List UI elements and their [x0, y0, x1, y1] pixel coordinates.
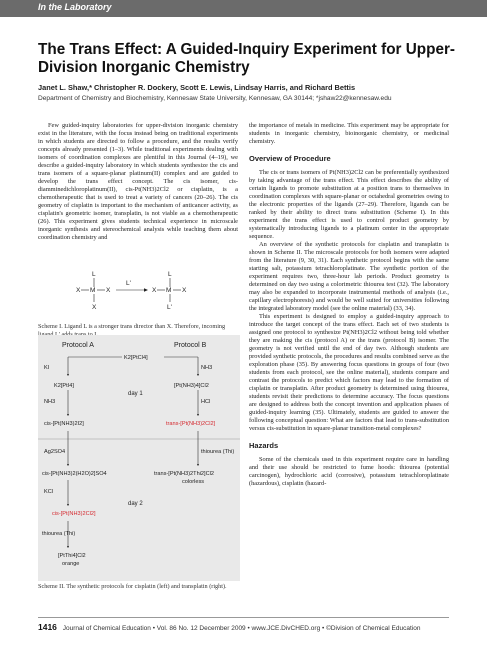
left-column	[38, 122, 238, 242]
scheme-2-figure	[38, 335, 240, 581]
start-compound: K2[PtCl4]	[124, 355, 148, 361]
s1-left-X-left: X	[76, 287, 81, 294]
s1-right-M: M	[166, 287, 172, 294]
right-column	[249, 122, 449, 488]
article-title: The Trans Effect: A Guided-Inquiry Experiment for Upper-Division Inorganic Chemistry	[38, 41, 456, 76]
s1-left-M: M	[90, 287, 96, 294]
s1-left-X-right: X	[106, 287, 111, 294]
reagent-kcl: KCl	[44, 489, 54, 495]
s1-right-X-left: X	[152, 287, 157, 294]
page-footer	[38, 622, 458, 632]
scheme-2-caption: Scheme II. The synthetic protocols for cisplatin (left) and transplatin (right).	[38, 583, 227, 590]
compound-k2pti4: K2[PtI4]	[54, 383, 74, 389]
reagent-thiourea-a: thiourea (Thi)	[42, 531, 76, 537]
scheme-1-figure	[40, 268, 236, 318]
hazards-paragraph: Some of the chemicals used in this experiment require care in handling and their use should be restricted to fume hoods: thiourea (potential carcinogen), hydrochloric acid (corrosive), potassium tetrachloroplatinate (hazardous), cisplatin (hazard-	[249, 456, 449, 487]
s1-right-L: L	[168, 271, 172, 278]
journal-info: Journal of Chemical Education • Vol. 86 No. 12 December 2009 • www.JCE.DivCHED.org • ©Division of Chemical Education	[62, 625, 421, 632]
compound-trans-ptcl2: trans-[Pt(NH3)2Cl2]	[166, 421, 216, 427]
overview-paragraph-2: An overview of the synthetic protocols for cisplatin and transplatin is shown in Scheme II. The microscale protocols for both isomers were adapted from the literature (9, 30, 31). Each synthetic protocol begins with the same starting salt, potassium tetrachloroplatinate. The synthetic portion of the experiment requires two, three-hour lab periods. Product geometry is determined on day two using a colorimetric thiourea test (32). The laboratory may also be expanded to incorporate instrumental methods of analysis (i.e., capillary electrophoresis) and would be well suited for universities following the integrated laboratory model (see the online material) (33, 34).	[249, 241, 449, 312]
reagent-ag2so4: Ag2SO4	[44, 449, 66, 455]
s1-left-X-bottom: X	[92, 304, 97, 311]
overview-paragraph-1: The cis or trans isomers of Pt(NH3)2Cl2 can be preferentially synthesized by taking advantage of the trans effect. This effect describes the ability of certain ligands to promote substitution at a position trans to themselves in coordination complexes with square-planar or octahedral geometries owing to the electronic properties of the ligands (27–29). Therefore, ligands can be ranked by their ability to direct trans substitution (Scheme I). In this experiment the trans effect is used to control product geometry by systematically introducing ligands to a platinum center in the appropriate sequence.	[249, 169, 449, 240]
reagent-nh3-a: NH3	[44, 399, 56, 405]
day-1-label: day 1	[128, 391, 143, 397]
day-2-label: day 2	[128, 501, 143, 507]
section-heading-hazards: Hazards	[249, 441, 279, 450]
compound-trans-thi: trans-[Pt(NH3)2Thi2]Cl2	[154, 471, 214, 477]
compound-cis-ptcl2: cis-[Pt(NH3)2Cl2]	[52, 511, 96, 517]
intro-paragraph: Few guided-inquiry laboratories for upper-division inorganic chemistry exist in the literature, with the focus instead being on traditional experiments in which students are directed to follow a procedure, and the results verify concepts already presented (1–3). While traditional experiments dealing with isomers of coordination complexes are plentiful in this Journal (4–19), we describe a guided-inquiry laboratory in which students synthesize the cis and trans isomers of a square-planar platinum(II) complex and are guided to develop the trans effect concept. The cis isomer, cis-diamminedichloroplatinum(II), cis-Pt(NH3)2Cl2 or cisplatin, is a chemotherapeutic that is used to treat a variety of cancers (20–26). The cis geometry of cisplatin is important to the mechanism of anticancer activity, as cisplatin's geometric isomer, transplatin, is not viable as a chemotherapeutic (26). This experiment gives students technical experience in microscale inorganic synthesis and stereochemical analysis while teaching them about coordination chemistry and	[38, 122, 238, 241]
s1-reagent-Lprime: L'	[126, 280, 131, 287]
reagent-nh3-b: NH3	[201, 365, 213, 371]
section-banner	[0, 0, 487, 17]
compound-cis-h2o: cis-[Pt(NH3)2(H2O)2]SO4	[42, 471, 107, 477]
affiliation: Department of Chemistry and Biochemistry, Kennesaw State University, Kennesaw, GA 30144; *jshaw22@kennesaw.edu	[38, 95, 392, 102]
protocol-b-label: Protocol B	[174, 342, 207, 349]
label-colorless: colorless	[182, 479, 205, 485]
overview-paragraph-3: This experiment is designed to employ a guided-inquiry approach to introduce the target concept of the trans effect. Each set of two students is assigned one protocol to synthesize Pt(NH3)2Cl2 without being told whether they are making the cis (protocol A) or the trans (protocol B) isomer. The geometry is not verified until the end of day two. Although students are provided synthetic protocols, the procedures and results combined serve as the exploration phase (35). By answering focus questions in groups of four (two students from each protocol, see the online material), students compare and contrast the protocols to predict which factors may lead to the formation of cisplatin or transplatin. After product geometry is determined using thiourea, students revisit their predictions to determine accuracy. The focus questions are designed to address both the concept invention and application phases of guided-inquiry learning (35). Ultimately, students are guided to answer the following conceptual question: What are factors that lead to trans-substitution versus cis-substitution in square-planar transition-metal complexes?	[249, 313, 449, 432]
s1-left-L: L	[92, 271, 96, 278]
protocol-a-label: Protocol A	[62, 342, 94, 349]
footer-rule	[38, 617, 449, 618]
reagent-hcl: HCl	[201, 399, 211, 405]
section-label: In the Laboratory	[38, 2, 112, 12]
author-list: Janet L. Shaw,* Christopher R. Dockery, Scott E. Lewis, Lindsay Harris, and Richard Bettis	[38, 83, 356, 92]
page-number: 1416	[38, 622, 57, 632]
label-orange: orange	[62, 561, 80, 567]
scheme-1-caption: Scheme I. Ligand L is a stronger trans director than X. Therefore, incoming ligand L' adds trans to L.	[38, 323, 226, 338]
section-heading-overview: Overview of Procedure	[249, 154, 331, 163]
s1-right-Lprime: L'	[167, 304, 172, 311]
compound-cis-pti2: cis-[Pt(NH3)2I2]	[44, 421, 84, 427]
reagent-ki: KI	[44, 365, 50, 371]
compound-ptthi4: [PtThi4]Cl2	[58, 553, 86, 559]
continuation-paragraph: the importance of metals in medicine. This experiment may be appropriate for students in inorganic chemistry, bioinorganic chemistry, or medicinal chemistry.	[249, 122, 449, 145]
reagent-thiourea-b: thiourea (Thi)	[201, 449, 235, 455]
s1-right-X-right: X	[182, 287, 187, 294]
compound-pt-nh3-4-cl2: [Pt(NH3)4]Cl2	[174, 383, 209, 389]
